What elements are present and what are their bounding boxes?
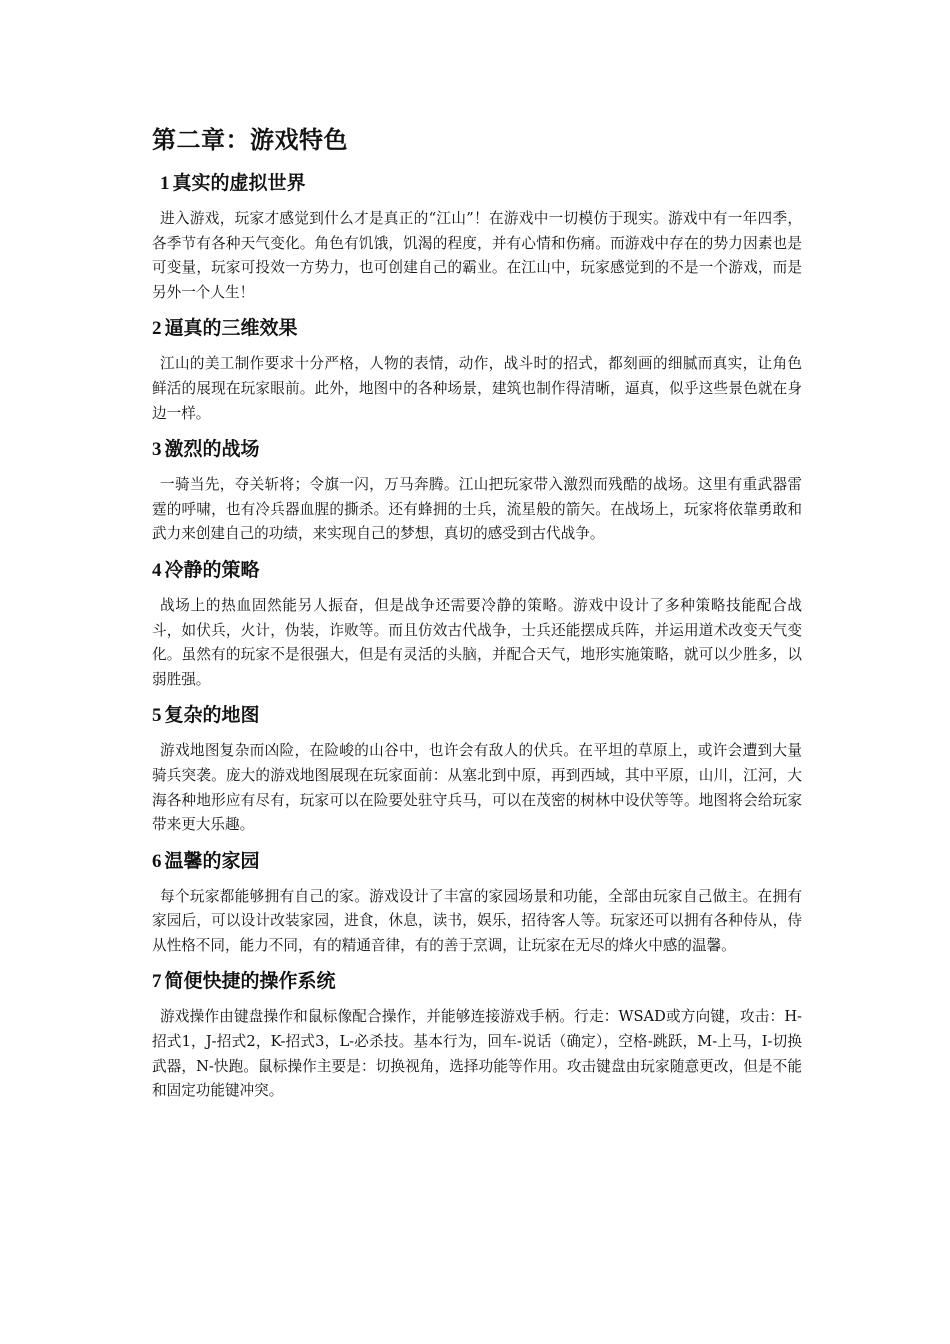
section-paragraph: 一骑当先，夺关斩将；令旗一闪，万马奔腾。江山把玩家带入激烈而残酷的战场。这里有重武器雷霆的呼啸，也有冷兵器血腥的撕杀。还有蜂拥的士兵，流星般的箭矢。在战场上，玩家将依靠勇敢和武力来创建自己的功绩，来实现自己的梦想，真切的感受到古代战争。 — [152, 476, 802, 543]
section-number: 1 — [160, 173, 170, 194]
section-number: 4 — [152, 559, 162, 581]
section-title: 简便快捷的操作系统 — [164, 970, 336, 993]
document-page — [152, 120, 802, 1112]
section-number: 2 — [152, 318, 162, 340]
section-paragraph: 游戏地图复杂而凶险，在险峻的山谷中，也许会有敌人的伏兵。在平坦的草原上，或许会遭到大量骑兵突袭。庞大的游戏地图展现在玩家面前：从塞北到中原，再到西域，其中平原，山川，江河，大海各种地形应有尽有，玩家可以在险要处驻守兵马，可以在茂密的树林中设伏等等。地图将会给玩家带来更大乐趣。 — [152, 742, 802, 834]
section-heading — [152, 313, 802, 344]
section-heading — [152, 966, 802, 997]
section-number: 6 — [152, 850, 162, 872]
section-6 — [152, 846, 802, 959]
section-paragraph: 游戏操作由键盘操作和鼠标像配合操作，并能够连接游戏手柄。行走：WSAD或方向键，攻击：H-招式1，J-招式2，K-招式3，L-必杀技。基本行为，回车-说话（确定），空格-跳跃，M-上马，I-切换武器，N-快跑。鼠标操作主要是：切换视角，选择功能等作用。攻击键盘由玩家随意更改，但是不能和固定功能键冲突。 — [152, 1008, 802, 1100]
section-number: 7 — [152, 971, 162, 993]
section-7 — [152, 966, 802, 1103]
section-number: 5 — [152, 705, 162, 727]
section-heading — [152, 846, 802, 877]
section-paragraph: 战场上的热血固然能另人振奋，但是战争还需要冷静的策略。游戏中设计了多种策略技能配合战斗，如伏兵，火计，伪装，诈败等。而且仿效古代战争，士兵还能摆成兵阵，并运用道术改变天气变化。虽然有的玩家不是很强大，但是有灵活的头脑，并配合天气，地形实施策略，就可以少胜多，以弱胜强。 — [152, 596, 802, 688]
section-4 — [152, 555, 802, 692]
section-title: 复杂的地图 — [164, 704, 260, 727]
section-5 — [152, 700, 802, 837]
section-1 — [152, 168, 802, 305]
chapter-title: 第二章：游戏特色 — [152, 126, 348, 154]
section-heading — [152, 700, 802, 731]
section-2 — [152, 313, 802, 426]
section-heading — [152, 434, 802, 465]
section-paragraph: 每个玩家都能够拥有自己的家。游戏设计了丰富的家园场景和功能，全部由玩家自己做主。在拥有家园后，可以设计改装家园，进食，休息，读书，娱乐，招待客人等。玩家还可以拥有各种侍从，侍从性格不同，能力不同，有的精通音律，有的善于烹调，让玩家在无尽的烽火中感的温馨。 — [152, 887, 802, 954]
section-paragraph: 江山的美工制作要求十分严格，人物的表情，动作，战斗时的招式，都刻画的细腻而真实，让角色鲜活的展现在玩家眼前。此外，地图中的各种场景，建筑也制作得清晰，逼真，似乎这些景色就在身边一样。 — [152, 355, 802, 422]
section-title: 温馨的家园 — [164, 849, 260, 872]
section-title: 真实的虚拟世界 — [172, 172, 306, 194]
section-3 — [152, 434, 802, 547]
section-title: 逼真的三维效果 — [164, 317, 298, 340]
section-title: 激烈的战场 — [164, 438, 260, 461]
section-heading — [152, 168, 802, 199]
section-heading — [152, 555, 802, 586]
section-number: 3 — [152, 439, 162, 461]
section-paragraph: 进入游戏，玩家才感觉到什么才是真正的“江山”！在游戏中一切模仿于现实。游戏中有一年四季，各季节有各种天气变化。角色有饥饿，饥渴的程度，并有心情和伤痛。而游戏中存在的势力因素也是可变量，玩家可投效一方势力，也可创建自己的霸业。在江山中，玩家感觉到的不是一个游戏，而是另外一个人生！ — [152, 210, 802, 301]
section-title: 冷静的策略 — [164, 558, 260, 581]
